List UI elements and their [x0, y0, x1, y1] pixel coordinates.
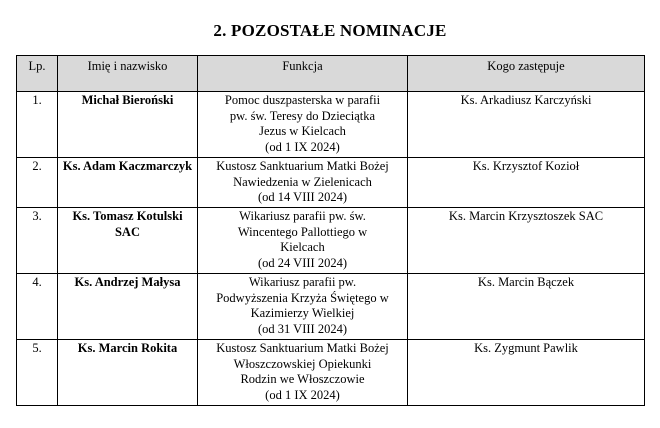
function-line: (od 24 VIII 2024): [258, 255, 347, 270]
cell-lp: 4.: [17, 274, 58, 340]
function-line: Nawiedzenia w Zielenicach: [233, 174, 372, 189]
function-line: (od 31 VIII 2024): [258, 321, 347, 336]
header-name: Imię i nazwisko: [58, 56, 198, 92]
function-line: Wikariusz parafii pw.: [248, 275, 357, 289]
cell-name: Ks. Adam Kaczmarczyk: [58, 158, 198, 208]
cell-replaces: Ks. Zygmunt Pawlik: [408, 340, 645, 406]
header-replaces: Kogo zastępuje: [408, 56, 645, 92]
cell-name: Ks. Marcin Rokita: [58, 340, 198, 406]
function-line: Rodzin we Włoszczowie: [240, 372, 365, 387]
function-line: Pomoc duszpasterska w parafii: [224, 93, 381, 107]
table-row: [17, 340, 645, 406]
table-row: [17, 158, 645, 208]
cell-lp: 5.: [17, 340, 58, 406]
cell-replaces: Ks. Krzysztof Kozioł: [408, 158, 645, 208]
cell-function: [198, 274, 408, 340]
function-line: Wikariusz parafii pw. św.: [239, 209, 366, 223]
table-row: [17, 274, 645, 340]
header-lp: Lp.: [17, 56, 58, 92]
function-line: Wincentego Pallottiego w: [237, 224, 368, 239]
table-header-row: [17, 56, 645, 92]
function-line: Kazimierzy Wielkiej: [250, 306, 355, 321]
function-line: (od 1 IX 2024): [265, 387, 340, 402]
cell-function: [198, 208, 408, 274]
cell-lp: 1.: [17, 92, 58, 158]
cell-replaces: Ks. Marcin Bączek: [408, 274, 645, 340]
function-line: Kustosz Sanktuarium Matki Bożej: [216, 341, 389, 355]
nominations-table: [16, 55, 645, 406]
cell-replaces: Ks. Marcin Krzysztoszek SAC: [408, 208, 645, 274]
function-line: Jezus w Kielcach: [259, 124, 346, 139]
cell-function: [198, 92, 408, 158]
function-line: pw. św. Teresy do Dzieciątka: [229, 108, 376, 123]
header-function: Funkcja: [198, 56, 408, 92]
cell-name: Ks. Andrzej Małysa: [58, 274, 198, 340]
cell-lp: 3.: [17, 208, 58, 274]
table-row: [17, 92, 645, 158]
cell-function: [198, 340, 408, 406]
cell-lp: 2.: [17, 158, 58, 208]
function-line: Kustosz Sanktuarium Matki Bożej: [216, 159, 389, 173]
table-row: [17, 208, 645, 274]
function-line: Kielcach: [280, 240, 325, 255]
function-line: (od 1 IX 2024): [265, 139, 340, 154]
function-line: (od 14 VIII 2024): [258, 190, 347, 205]
cell-function: [198, 158, 408, 208]
section-heading: 2. POZOSTAŁE NOMINACJE: [213, 21, 447, 40]
cell-replaces: Ks. Arkadiusz Karczyński: [408, 92, 645, 158]
function-line: Włoszczowskiej Opiekunki: [233, 356, 372, 371]
cell-name: Ks. Tomasz Kotulski SAC: [58, 208, 198, 274]
cell-name: Michał Bieroński: [58, 92, 198, 158]
function-line: Podwyższenia Krzyża Świętego w: [216, 290, 389, 305]
